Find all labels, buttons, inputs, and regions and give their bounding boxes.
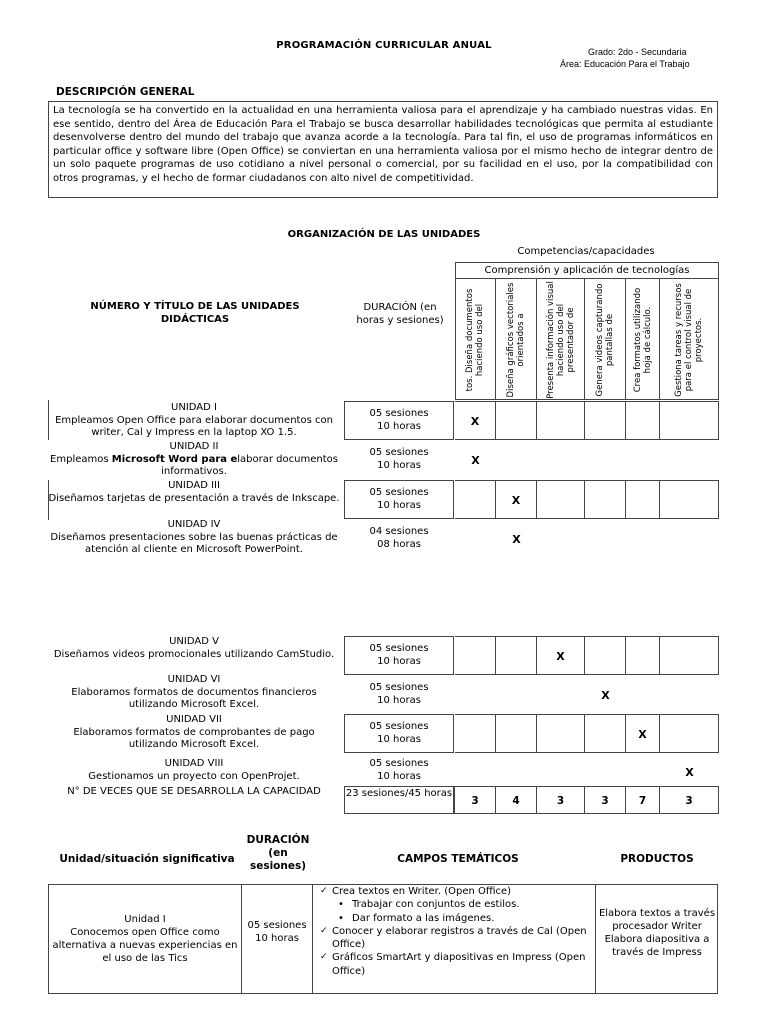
total-cap-1: 3 bbox=[454, 786, 496, 814]
mark-cell bbox=[496, 441, 537, 480]
mark-cell bbox=[537, 714, 585, 753]
unidad-2-duracion: 05 sesiones 10 horas bbox=[369, 447, 429, 471]
t2-header-unidad: Unidad/situación significativa bbox=[59, 853, 235, 865]
t2-header-productos: PRODUCTOS bbox=[620, 853, 694, 865]
unidad-row-4: UNIDAD IV Diseñamos presentaciones sobre las buenas prácticas de atención al cliente en Microsoft PowerPoint. bbox=[50, 519, 338, 555]
mark-cell bbox=[585, 441, 626, 480]
checkmark-icon: ✓ bbox=[320, 925, 328, 936]
capacidad-col-6: Gestiona tareas y recursos para el control visual de proyectos. bbox=[660, 279, 719, 400]
capacidad-col-1: tos. Diseña documentos haciendo uso del bbox=[455, 279, 496, 400]
mark-cell bbox=[455, 520, 496, 559]
header-duracion: DURACIÓN (en horas y sesiones) bbox=[356, 302, 444, 326]
bullet-icon: • bbox=[338, 912, 344, 924]
mark-cell bbox=[626, 441, 660, 480]
totales-label: N° DE VECES QUE SE DESARROLLA LA CAPACIDAD bbox=[67, 786, 321, 797]
mark-cell bbox=[455, 676, 496, 715]
total-cap-3: 3 bbox=[537, 786, 585, 814]
capacidad-col-4: Genera videos capturando pantallas de bbox=[585, 279, 626, 400]
mark-cell bbox=[626, 480, 660, 519]
mark-cell: X bbox=[455, 401, 496, 440]
checkmark-icon: ✓ bbox=[320, 886, 328, 896]
mark-cell bbox=[496, 636, 537, 675]
unidad-row-8: UNIDAD VIII Gestionamos un proyecto con OpenProjet. bbox=[88, 758, 300, 782]
total-cap-4: 3 bbox=[585, 786, 626, 814]
mark-cell bbox=[455, 636, 496, 675]
mark-cell: X bbox=[496, 480, 537, 519]
unidad-3-duracion: 05 sesiones 10 horas bbox=[344, 480, 454, 519]
mark-cell: X bbox=[471, 454, 480, 467]
mark-cell bbox=[660, 636, 719, 675]
mark-cell bbox=[496, 714, 537, 753]
mark-cell bbox=[585, 520, 626, 559]
grado-label: Grado: 2do - Secundaria bbox=[588, 47, 687, 57]
total-cap-6: 3 bbox=[660, 786, 719, 814]
unidad-row-1: UNIDAD I Empleamos Open Office para elaborar documentos con writer, Cal y Impress en la laptop XO 1.5. bbox=[55, 402, 333, 438]
descripcion-text: La tecnología se ha convertido en la actualidad en una herramienta valiosa para el aprendizaje y ha cambiado nuestras vidas. En ese sentido, dentro del Área de Educación Para el Trabajo se busca desarrollar habilidades tecnológicas que permita al estudiante desenvolverse dentro del mundo del trabajo que avanza acorde a la tecnología. Para tal fin, el uso de programas informáticos en particular office y software libre (Open Office) se conviertan en una herramienta valiosa por el mismo hecho de integrar dentro de un solo paquete programas de uso cotidiano a nivel personal o comercial, por su facilidad en el uso, por la compatibilidad con otros programas, y el hecho de formar ciudadanos con alto nivel de competitividad. bbox=[48, 101, 718, 198]
mark-cell bbox=[537, 401, 585, 440]
mark-cell: X bbox=[537, 636, 585, 675]
mark-cell: X bbox=[512, 533, 521, 546]
mark-cell: X bbox=[601, 689, 610, 702]
unidad-8-duracion: 05 sesiones 10 horas bbox=[369, 758, 429, 782]
header-unidades: NÚMERO Y TÍTULO DE LAS UNIDADES DIDÁCTICAS bbox=[90, 301, 300, 325]
unidad-row-7: UNIDAD VII Elaboramos formatos de comprobantes de pago utilizando Microsoft Excel. bbox=[73, 714, 315, 750]
total-cap-2: 4 bbox=[496, 786, 537, 814]
mark-cell bbox=[455, 480, 496, 519]
bullet-icon: • bbox=[338, 899, 344, 911]
mark-cell bbox=[660, 714, 719, 753]
unidad-row-3: UNIDAD III Diseñamos tarjetas de presentación a través de Inkscape. bbox=[48, 480, 340, 504]
unidad-row-2: UNIDAD II Empleamos Microsoft Word para elaborar documentos informativos. bbox=[50, 441, 338, 477]
t2-campos-cell: ✓ Crea textos en Writer. (Open Office) • Trabajar con conjuntos de estilos. • Dar formato a las imágenes. ✓ Conocer y elaborar registros a través de Cal (Open Office) ✓ Gráficos SmartArt y diapositivas en Impress (Open Office) bbox=[320, 886, 587, 977]
capacidad-col-3: Presenta información visual haciendo uso del presentador de bbox=[537, 279, 585, 400]
t2-header-duracion: DURACIÓN (en sesiones) bbox=[246, 834, 310, 872]
unidad-row-6: UNIDAD VI Elaboramos formatos de documentos financieros utilizando Microsoft Excel. bbox=[71, 674, 317, 710]
mark-cell bbox=[626, 401, 660, 440]
mark-cell bbox=[496, 401, 537, 440]
mark-cell: X bbox=[685, 766, 694, 779]
capacidad-col-5: Crea formatos utilizando hoja de cálculo. bbox=[626, 279, 660, 400]
mark-cell bbox=[660, 441, 719, 480]
t2-unidad-cell: Unidad I Conocemos open Office como alternativa a nuevas experiencias en el uso de las Tics bbox=[52, 914, 238, 964]
t2-duracion-cell: 05 sesiones 10 horas bbox=[247, 920, 307, 944]
descripcion-heading: DESCRIPCIÓN GENERAL bbox=[56, 86, 195, 98]
t2-header-campos: CAMPOS TEMÁTICOS bbox=[397, 853, 519, 865]
mark-cell bbox=[660, 401, 719, 440]
competencias-label: Competencias/capacidades bbox=[517, 246, 655, 257]
course-meta bbox=[560, 46, 720, 70]
unidad-6-duracion: 05 sesiones 10 horas bbox=[369, 682, 429, 706]
mark-cell bbox=[585, 401, 626, 440]
unidad-7-duracion: 05 sesiones 10 horas bbox=[344, 714, 454, 753]
mark-cell bbox=[496, 676, 537, 715]
organizacion-heading: ORGANIZACIÓN DE LAS UNIDADES bbox=[287, 229, 481, 240]
totales-duracion: 23 sesiones/45 horas bbox=[344, 786, 454, 814]
unidad-5-duracion: 05 sesiones 10 horas bbox=[344, 636, 454, 675]
mark-cell bbox=[626, 676, 660, 715]
mark-cell bbox=[585, 636, 626, 675]
mark-cell bbox=[660, 676, 719, 715]
t2-productos-cell: Elabora textos a través procesador Writer Elabora diapositiva a través de Impress bbox=[598, 908, 716, 958]
checkmark-icon: ✓ bbox=[320, 952, 328, 963]
unidad-1-duracion: 05 sesiones 10 horas bbox=[344, 401, 454, 440]
mark-cell bbox=[537, 520, 585, 559]
mark-cell bbox=[585, 480, 626, 519]
mark-cell bbox=[537, 441, 585, 480]
mark-cell: X bbox=[626, 714, 660, 753]
mark-cell bbox=[660, 480, 719, 519]
unidad-row-5: UNIDAD V Diseñamos videos promocionales utilizando CamStudio. bbox=[53, 636, 335, 660]
mark-cell bbox=[585, 714, 626, 753]
mark-cell bbox=[537, 480, 585, 519]
mark-cell bbox=[626, 636, 660, 675]
mark-cell bbox=[626, 520, 660, 559]
page-title: PROGRAMACIÓN CURRICULAR ANUAL bbox=[276, 40, 492, 51]
mark-cell bbox=[660, 520, 719, 559]
comprension-label: Comprensión y aplicación de tecnologías bbox=[455, 262, 719, 279]
capacidad-col-2: Diseña gráficos vectoriales orientados a bbox=[496, 279, 537, 400]
area-label: Área: Educación Para el Trabajo bbox=[560, 59, 690, 69]
unidad-4-duracion: 04 sesiones 08 horas bbox=[369, 526, 429, 550]
mark-cell bbox=[455, 714, 496, 753]
mark-cell bbox=[537, 676, 585, 715]
total-cap-5: 7 bbox=[626, 786, 660, 814]
